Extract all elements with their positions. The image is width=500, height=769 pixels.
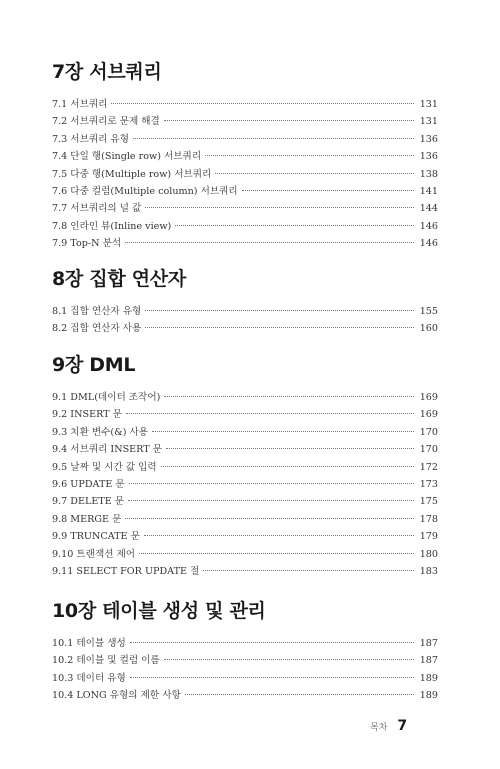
toc-entry-label: 7.7 서브쿼리의 널 값	[52, 203, 142, 215]
chapter-title: 10장 테이블 생성 및 관리	[52, 600, 266, 622]
toc-entry-page: 146	[419, 238, 438, 250]
dot-leader	[164, 120, 414, 121]
toc-entry-page: 136	[419, 151, 438, 163]
toc-entry-label: 8.2 집합 연산자 사용	[52, 323, 142, 335]
dot-leader	[145, 207, 413, 208]
toc-entry	[52, 200, 438, 217]
toc-entry-page: 155	[419, 306, 438, 317]
dot-leader	[152, 431, 414, 432]
toc-entry	[52, 218, 438, 235]
toc-entry-label: 10.4 LONG 유형의 제한 사항	[52, 690, 181, 702]
toc-entry	[52, 441, 438, 458]
toc-entry	[52, 563, 438, 580]
toc-entry-page: 141	[419, 185, 438, 197]
toc-entry-label: 9.8 MERGE 문	[52, 513, 122, 525]
chapter-title: 7장 서브쿼리	[52, 61, 162, 83]
toc-entry	[52, 687, 438, 704]
dot-leader	[205, 155, 414, 156]
toc-entry-label: 7.6 다중 컬럼(Multiple column) 서브쿼리	[52, 185, 238, 197]
toc-entry	[52, 670, 438, 687]
toc-entry-page: 179	[419, 531, 438, 543]
toc-entry-label: 9.3 치환 변수(&) 사용	[52, 426, 149, 438]
chapter-title: 8장 집합 연산자	[52, 268, 186, 290]
toc-list	[52, 635, 438, 705]
toc-list	[52, 389, 438, 580]
toc-entry	[52, 113, 438, 130]
dot-leader	[203, 570, 413, 571]
toc-entry-page: 187	[419, 638, 438, 649]
footer-label: 목차	[370, 723, 388, 733]
dot-leader	[164, 659, 414, 660]
dot-leader	[161, 466, 414, 467]
toc-entry-page: 173	[419, 478, 438, 490]
toc-entry	[52, 459, 438, 476]
toc-entry	[52, 652, 438, 669]
dot-leader	[242, 190, 414, 191]
dot-leader	[145, 310, 413, 311]
toc-entry-page: 178	[419, 513, 438, 525]
toc-entry-page: 189	[419, 690, 438, 702]
toc-list	[52, 303, 438, 338]
toc-entry	[52, 148, 438, 165]
dot-leader	[111, 103, 413, 104]
toc-entry-label: 7.1 서브쿼리	[52, 99, 108, 110]
dot-leader	[164, 396, 413, 397]
toc-entry	[52, 320, 438, 337]
dot-leader	[129, 483, 414, 484]
toc-entry	[52, 166, 438, 183]
toc-entry-page: 172	[419, 461, 438, 473]
toc-entry-label: 9.10 트랜잭션 제어	[52, 548, 136, 560]
dot-leader	[126, 413, 414, 414]
chapter-7	[52, 57, 438, 253]
chapter-9	[52, 350, 438, 580]
toc-entry-label: 9.1 DML(데이터 조작어)	[52, 392, 161, 403]
toc-entry	[52, 406, 438, 423]
toc-entry-page: 169	[419, 409, 438, 421]
dot-leader	[175, 225, 413, 226]
toc-entry-page: 175	[419, 496, 438, 508]
dot-leader	[185, 694, 414, 695]
toc-entry	[52, 511, 438, 528]
toc-entry-page: 138	[419, 168, 438, 180]
toc-entry-page: 170	[419, 444, 438, 456]
toc-entry-page: 131	[419, 116, 438, 128]
toc-entry-label: 10.1 테이블 생성	[52, 638, 126, 649]
toc-entry-page: 180	[419, 548, 438, 560]
toc-list	[52, 96, 438, 253]
toc-entry	[52, 389, 438, 406]
chapter-10	[52, 596, 438, 705]
toc-entry-page: 169	[419, 392, 438, 403]
toc-entry-page: 146	[419, 220, 438, 232]
toc-entry-label: 7.5 다중 행(Multiple row) 서브쿼리	[52, 168, 212, 180]
dot-leader	[128, 500, 414, 501]
dot-leader	[130, 677, 414, 678]
dot-leader	[125, 242, 414, 243]
toc-entry-label: 9.5 날짜 및 시간 값 입력	[52, 461, 157, 473]
toc-entry-page: 144	[419, 203, 438, 215]
toc-entry	[52, 635, 438, 652]
toc-entry	[52, 546, 438, 563]
page-number: 7	[397, 718, 408, 734]
dot-leader	[215, 173, 413, 174]
toc-entry-page: 183	[419, 565, 438, 577]
toc-entry-label: 10.2 테이블 및 컬럼 이름	[52, 655, 160, 667]
page-footer	[370, 718, 407, 734]
toc-entry-page: 170	[419, 426, 438, 438]
toc-entry-page: 160	[419, 323, 438, 335]
dot-leader	[130, 642, 414, 643]
toc-entry-label: 8.1 집합 연산자 유형	[52, 306, 142, 317]
chapter-title: 9장 DML	[52, 354, 136, 376]
toc-entry	[52, 131, 438, 148]
toc-entry	[52, 96, 438, 113]
toc-entry-label: 10.3 데이터 유형	[52, 672, 126, 684]
toc-entry-label: 7.8 인라인 뷰(Inline view)	[52, 220, 172, 232]
toc-entry	[52, 528, 438, 545]
dot-leader	[145, 327, 413, 328]
toc-entry-label: 9.2 INSERT 문	[52, 409, 122, 421]
dot-leader	[133, 138, 414, 139]
toc-entry-page: 131	[419, 99, 438, 110]
toc-entry-label: 7.2 서브쿼리로 문제 해결	[52, 116, 160, 128]
toc-entry-label: 9.9 TRUNCATE 문	[52, 531, 140, 543]
toc-entry-label: 9.6 UPDATE 문	[52, 478, 125, 490]
toc-entry	[52, 303, 438, 320]
toc-entry	[52, 424, 438, 441]
dot-leader	[125, 518, 413, 519]
toc-entry	[52, 183, 438, 200]
toc-entry-page: 136	[419, 133, 438, 145]
toc-entry-page: 189	[419, 672, 438, 684]
toc-entry-label: 9.11 SELECT FOR UPDATE 절	[52, 565, 200, 577]
dot-leader	[139, 553, 414, 554]
toc-entry	[52, 235, 438, 252]
dot-leader	[144, 535, 414, 536]
chapter-8	[52, 264, 438, 338]
toc-entry-label: 9.4 서브쿼리 INSERT 문	[52, 444, 162, 456]
dot-leader	[166, 448, 414, 449]
toc-entry	[52, 493, 438, 510]
toc-entry-page: 187	[419, 655, 438, 667]
toc-entry-label: 7.3 서브쿼리 유형	[52, 133, 129, 145]
toc-entry-label: 7.9 Top-N 분석	[52, 238, 122, 250]
toc-entry-label: 9.7 DELETE 문	[52, 496, 125, 508]
toc-entry	[52, 476, 438, 493]
toc-entry-label: 7.4 단일 행(Single row) 서브쿼리	[52, 151, 202, 163]
